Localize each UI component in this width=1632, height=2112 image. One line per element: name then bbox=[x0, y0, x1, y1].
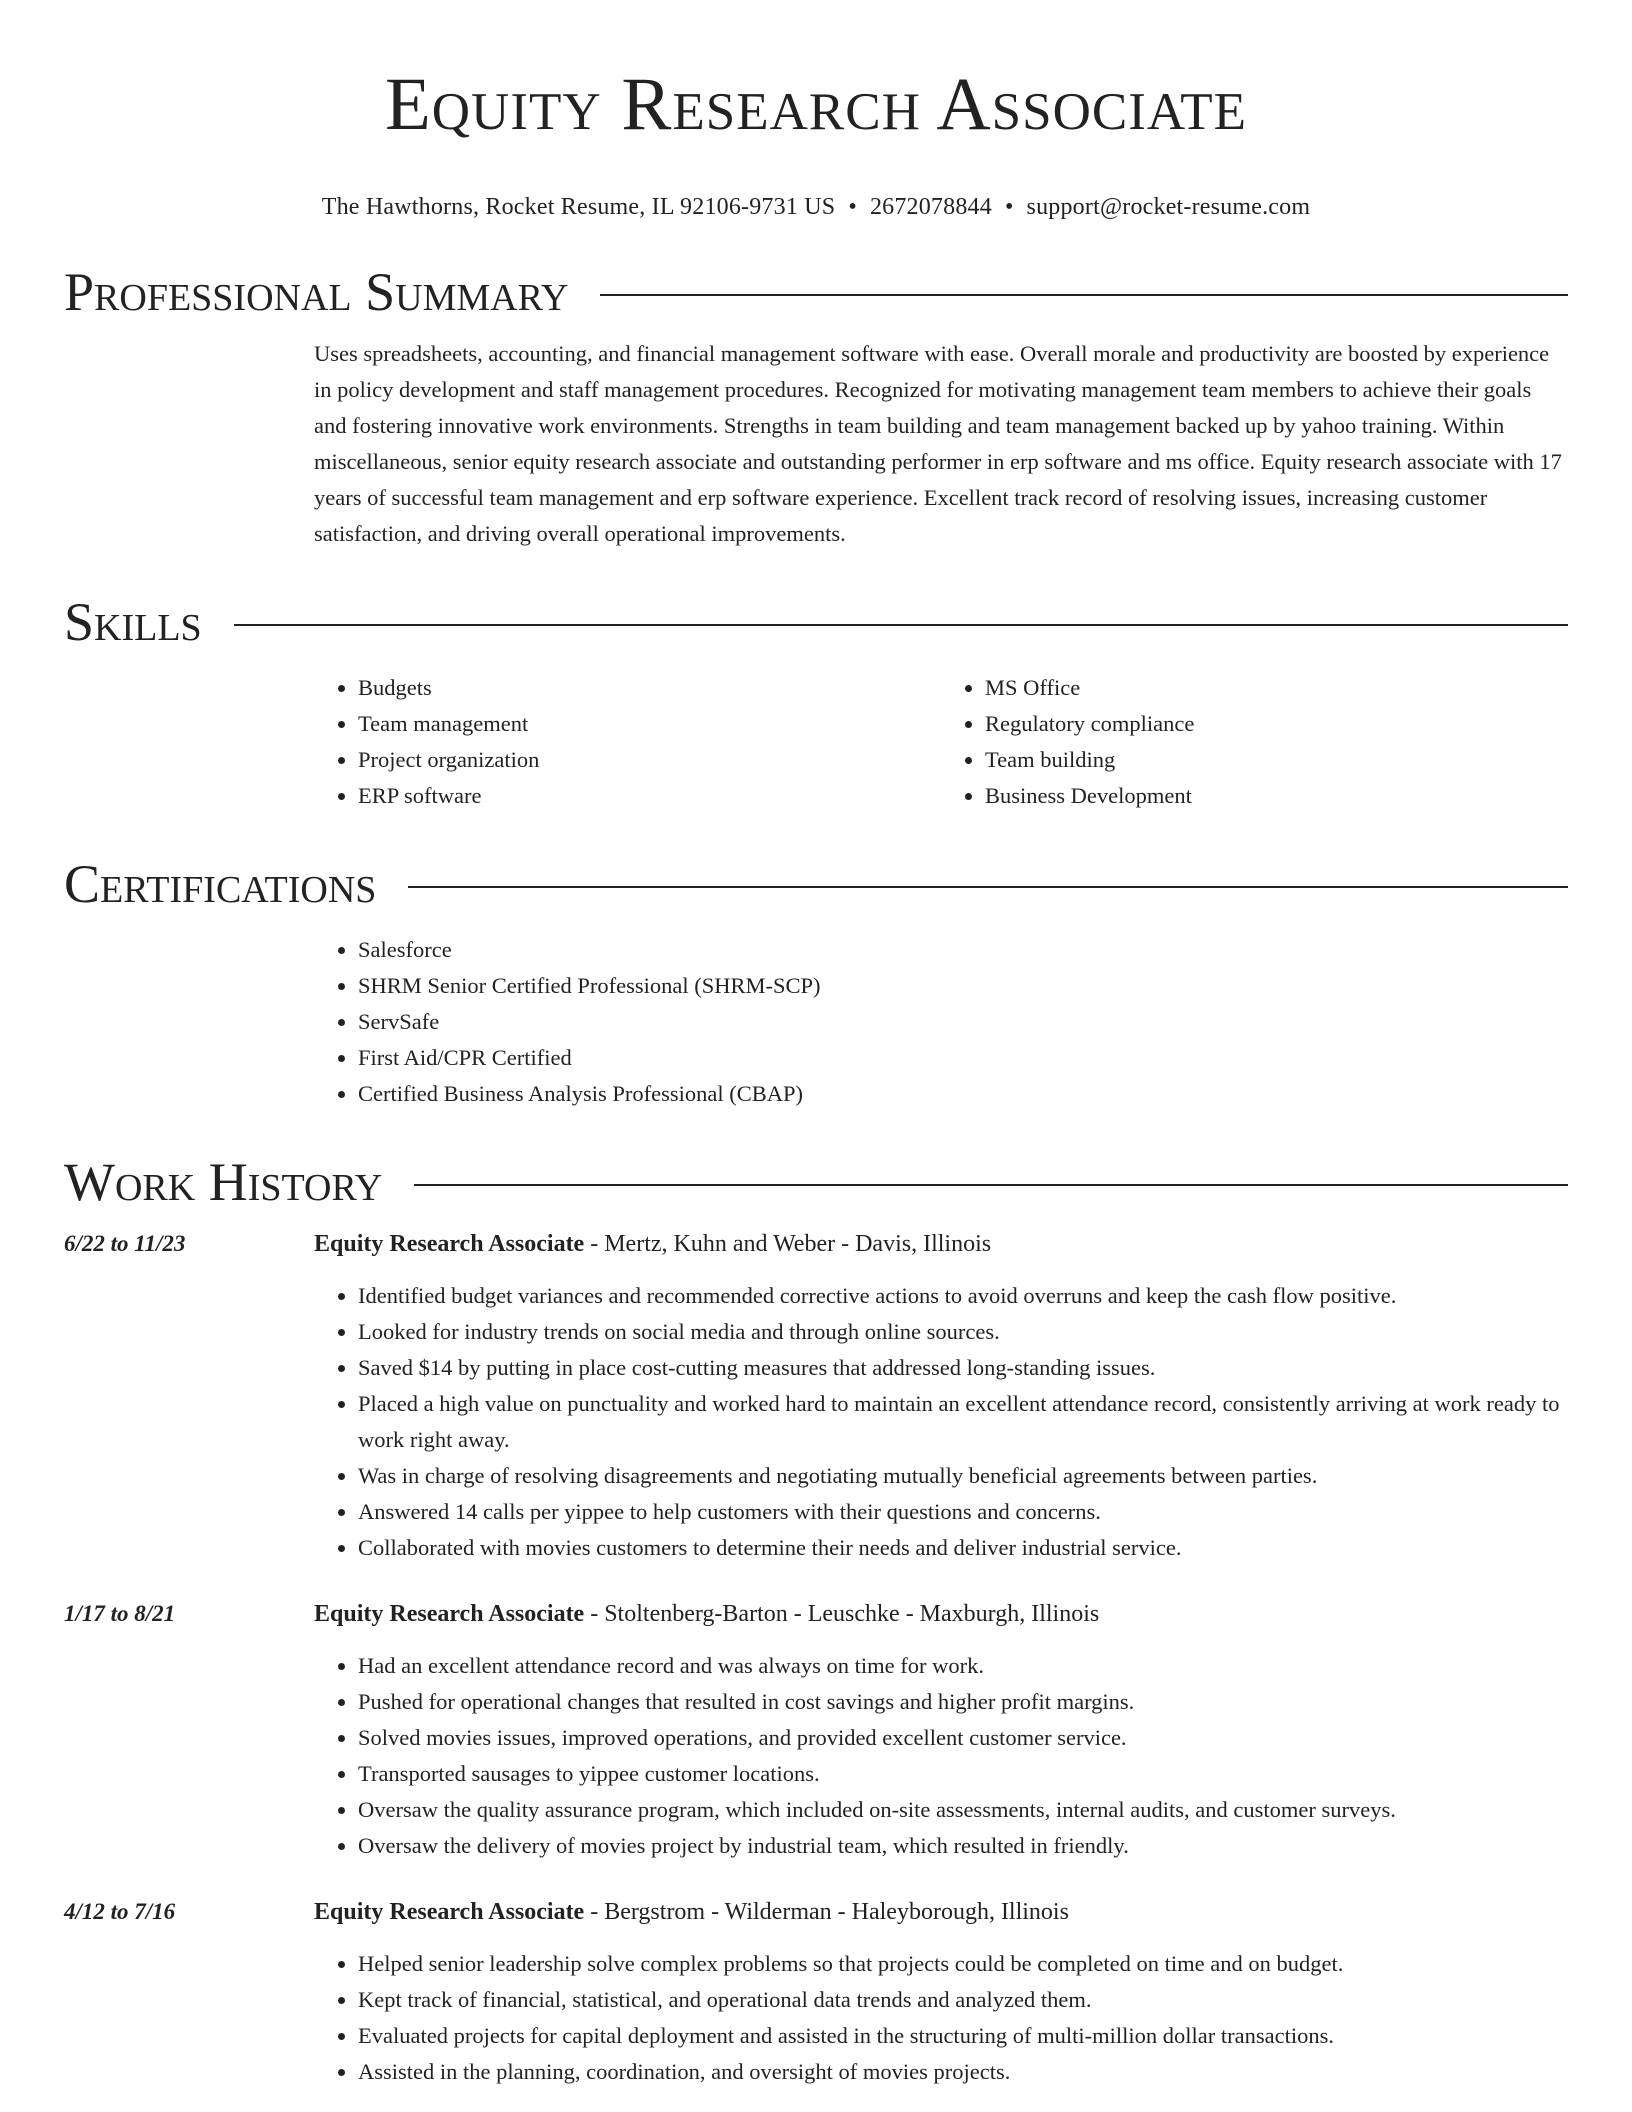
job-title-line bbox=[314, 1596, 1568, 1632]
contact-email: support@rocket-resume.com bbox=[1026, 194, 1311, 220]
job-bullet: • Evaluated projects for capital deployment and assisted in the structuring of multi-million dollar transactions. bbox=[358, 2018, 1568, 2054]
skills-list-right bbox=[941, 670, 1568, 814]
job-title-line bbox=[314, 1226, 1568, 1262]
contact-line bbox=[64, 192, 1568, 222]
job-bullet: • Assisted in the planning, coordination, and oversight of movies projects. bbox=[358, 2054, 1568, 2090]
certification-item: • First Aid/CPR Certified bbox=[358, 1040, 1568, 1076]
job-bullet: • Looked for industry trends on social media and through online sources. bbox=[358, 1314, 1568, 1350]
job-dates: 1/17 to 8/21 bbox=[64, 1601, 176, 1626]
job-title: Equity Research Associate bbox=[314, 1601, 585, 1627]
job-title: Equity Research Associate bbox=[314, 1899, 585, 1925]
section-heading-skills: Skills bbox=[64, 592, 202, 652]
skill-item: • Team management bbox=[358, 706, 941, 742]
job-dates: 6/22 to 11/23 bbox=[64, 1231, 186, 1256]
skills-section bbox=[314, 670, 1568, 814]
job-bullet: • Helped senior leadership solve complex problems so that projects could be completed on time and on budget. bbox=[358, 1946, 1568, 1982]
skill-item: • MS Office bbox=[985, 670, 1568, 706]
summary-section bbox=[314, 336, 1568, 552]
job-bullets bbox=[314, 1648, 1568, 1864]
job-content bbox=[314, 1894, 1568, 2090]
job-entry bbox=[64, 1894, 1568, 2090]
job-company: - Bergstrom - Wilderman - Haleyborough, Illinois bbox=[584, 1899, 1069, 1925]
skill-item: • Business Development bbox=[985, 778, 1568, 814]
skill-item: • Budgets bbox=[358, 670, 941, 706]
job-content bbox=[314, 1596, 1568, 1864]
certification-item: • Salesforce bbox=[358, 932, 1568, 968]
work-section-header bbox=[64, 1150, 1568, 1214]
job-bullet: • Oversaw the delivery of movies project by industrial team, which resulted in friendly. bbox=[358, 1828, 1568, 1864]
job-bullet: • Collaborated with movies customers to determine their needs and deliver industrial service. bbox=[358, 1530, 1568, 1566]
job-bullets bbox=[314, 1946, 1568, 2090]
job-dates: 4/12 to 7/16 bbox=[64, 1899, 176, 1924]
section-rule bbox=[414, 1184, 1568, 1186]
certification-item: • SHRM Senior Certified Professional (SHRM-SCP) bbox=[358, 968, 1568, 1004]
job-bullet: • Oversaw the quality assurance program, which included on-site assessments, internal audits, and customer surveys. bbox=[358, 1792, 1568, 1828]
skills-section-header bbox=[64, 590, 1568, 654]
job-content bbox=[314, 1226, 1568, 1566]
section-rule bbox=[408, 886, 1568, 888]
job-entry bbox=[64, 1226, 1568, 1566]
contact-separator: • bbox=[1004, 194, 1014, 220]
certifications-section bbox=[314, 932, 1568, 1112]
skill-item: • Project organization bbox=[358, 742, 941, 778]
certifications-list bbox=[314, 932, 1568, 1112]
job-bullet: • Placed a high value on punctuality and worked hard to maintain an excellent attendance record, consistently arriving at work ready to work right away. bbox=[358, 1386, 1568, 1458]
skill-item: • Regulatory compliance bbox=[985, 706, 1568, 742]
job-bullet: • Pushed for operational changes that resulted in cost savings and higher profit margins. bbox=[358, 1684, 1568, 1720]
skills-list-left bbox=[314, 670, 941, 814]
job-company: - Stoltenberg-Barton - Leuschke - Maxburgh, Illinois bbox=[584, 1601, 1100, 1627]
certifications-section-header bbox=[64, 852, 1568, 916]
job-title-line bbox=[314, 1894, 1568, 1930]
section-rule bbox=[600, 294, 1568, 296]
section-rule bbox=[234, 624, 1568, 626]
job-bullet: • Was in charge of resolving disagreements and negotiating mutually beneficial agreements between parties. bbox=[358, 1458, 1568, 1494]
job-company: - Mertz, Kuhn and Weber - Davis, Illinois bbox=[584, 1231, 992, 1257]
contact-address: The Hawthorns, Rocket Resume, IL 92106-9731 US bbox=[321, 194, 836, 220]
job-bullet: • Answered 14 calls per yippee to help customers with their questions and concerns. bbox=[358, 1494, 1568, 1530]
section-heading-summary: Professional Summary bbox=[64, 262, 569, 322]
section-heading-certifications: Certifications bbox=[64, 854, 377, 914]
job-entry bbox=[64, 1596, 1568, 1864]
section-heading-work: Work History bbox=[64, 1152, 383, 1212]
contact-phone: 2672078844 bbox=[869, 194, 992, 220]
skill-item: • Team building bbox=[985, 742, 1568, 778]
certification-item: • Certified Business Analysis Professional (CBAP) bbox=[358, 1076, 1568, 1112]
job-bullets bbox=[314, 1278, 1568, 1566]
job-bullet: • Solved movies issues, improved operations, and provided excellent customer service. bbox=[358, 1720, 1568, 1756]
job-bullet: • Saved $14 by putting in place cost-cutting measures that addressed long-standing issues. bbox=[358, 1350, 1568, 1386]
job-title: Equity Research Associate bbox=[314, 1231, 585, 1257]
certification-item: • ServSafe bbox=[358, 1004, 1568, 1040]
job-bullet: • Identified budget variances and recommended corrective actions to avoid overruns and keep the cash flow positive. bbox=[358, 1278, 1568, 1314]
summary-section-header bbox=[64, 260, 1568, 324]
contact-separator: • bbox=[848, 194, 857, 220]
resume-name: Equity Research Associate bbox=[384, 63, 1248, 146]
job-bullet: • Had an excellent attendance record and was always on time for work. bbox=[358, 1648, 1568, 1684]
summary-text: Uses spreadsheets, accounting, and financial management software with ease. Overall morale and productivity are boosted by experience in policy development and staff management procedures. Recognized for motivating management team members to achieve their goals and fostering innovative work environments. Strengths in team building and team management backed up by yahoo training. Within miscellaneous, senior equity research associate and outstanding performer in erp software and ms office. Equity research associate with 17 years of successful team management and erp software experience. Excellent track record of resolving issues, increasing customer satisfaction, and driving overall operational improvements. bbox=[314, 341, 1562, 546]
skill-item: • ERP software bbox=[358, 778, 941, 814]
job-bullet: • Transported sausages to yippee customer locations. bbox=[358, 1756, 1568, 1792]
job-bullet: • Kept track of financial, statistical, and operational data trends and analyzed them. bbox=[358, 1982, 1568, 2018]
